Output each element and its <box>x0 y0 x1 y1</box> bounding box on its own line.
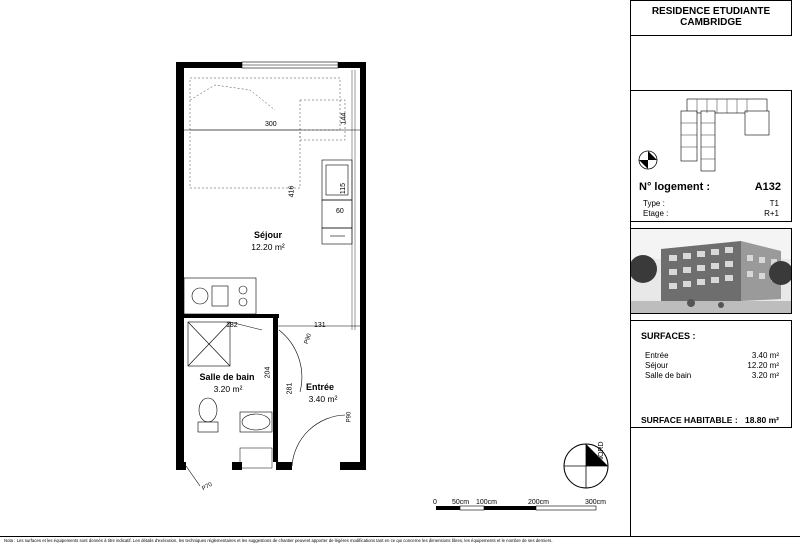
scale-tick-300: 300cm <box>585 499 607 506</box>
dim-131: 131 <box>314 322 326 329</box>
logement-number: A132 <box>754 181 781 193</box>
compass-label: NORD <box>598 441 605 462</box>
building-illustration <box>631 229 792 314</box>
room-sdb-area: 3.20 m² <box>213 384 243 394</box>
dim-182: 182 <box>226 322 238 329</box>
dim-115: 115 <box>340 182 348 195</box>
footer-note: Nota : Les surfaces et les équipements sont donnés à titre indicatif. Les détails d'exécution, les techniques réglementaires et les suggestions de chantier peuvent apporter de légères modifications tant en ce qui concerne les dimensions libres, les équipements et le nombre de ses derniers. <box>4 538 553 543</box>
type-value: T1 <box>769 199 779 208</box>
surface-row-entree <box>645 351 779 361</box>
dim-60: 60 <box>336 208 344 215</box>
dim-300: 300 <box>265 121 277 128</box>
room-sejour-name: Séjour <box>253 230 282 240</box>
room-sejour-area: 12.20 m² <box>251 242 285 252</box>
room-sdb-name: Salle de bain <box>199 372 255 382</box>
bottom-border <box>0 536 800 537</box>
logement-label: N° logement : <box>639 181 711 193</box>
type-label: Type : <box>643 199 665 208</box>
surfaces-title: SURFACES : <box>641 331 696 341</box>
surface-row-sdb-name: Salle de bain <box>645 371 692 380</box>
surface-row-entree-value: 3.40 m² <box>751 351 779 360</box>
surface-habitable-value: 18.80 m² <box>744 415 779 425</box>
title-header-box <box>630 0 792 36</box>
door-p90-a: P90 <box>303 332 313 346</box>
header-line2: CAMBRIDGE <box>680 17 742 28</box>
door-p70: P70 <box>201 481 214 493</box>
room-entree-area: 3.40 m² <box>308 394 338 404</box>
surface-habitable-label: SURFACE HABITABLE : <box>641 415 738 425</box>
surface-row-sejour-name: Séjour <box>645 361 669 370</box>
right-column-border <box>630 0 631 536</box>
surface-row-entree-name: Entrée <box>645 351 669 360</box>
header-line1: RESIDENCE ETUDIANTE <box>651 6 771 17</box>
surface-row-sejour <box>645 361 779 371</box>
etage-label: Etage : <box>643 209 669 218</box>
surface-row-sdb-value: 3.20 m² <box>751 371 779 380</box>
dim-281: 281 <box>286 382 294 395</box>
dim-204: 204 <box>264 366 272 379</box>
scale-tick-200: 200cm <box>528 499 550 506</box>
small-compass-icon <box>637 149 659 171</box>
surface-row-sejour-value: 12.20 m² <box>747 361 779 370</box>
surfaces-box <box>630 320 792 428</box>
door-p90-b: P90 <box>346 411 353 423</box>
scale-tick-0: 0 <box>433 499 437 506</box>
dim-144: 144 <box>340 112 348 125</box>
building-key-plan <box>675 93 787 173</box>
window-top <box>242 62 338 68</box>
building-photo <box>630 228 792 314</box>
logement-box <box>630 90 792 222</box>
etage-value: R+1 <box>764 209 779 218</box>
scale-tick-50: 50cm <box>452 499 470 506</box>
compass-icon <box>560 438 616 494</box>
surface-row-sdb <box>645 371 779 381</box>
scale-tick-100: 100cm <box>476 499 498 506</box>
dim-416: 416 <box>288 185 296 198</box>
room-entree-name: Entrée <box>305 382 334 392</box>
